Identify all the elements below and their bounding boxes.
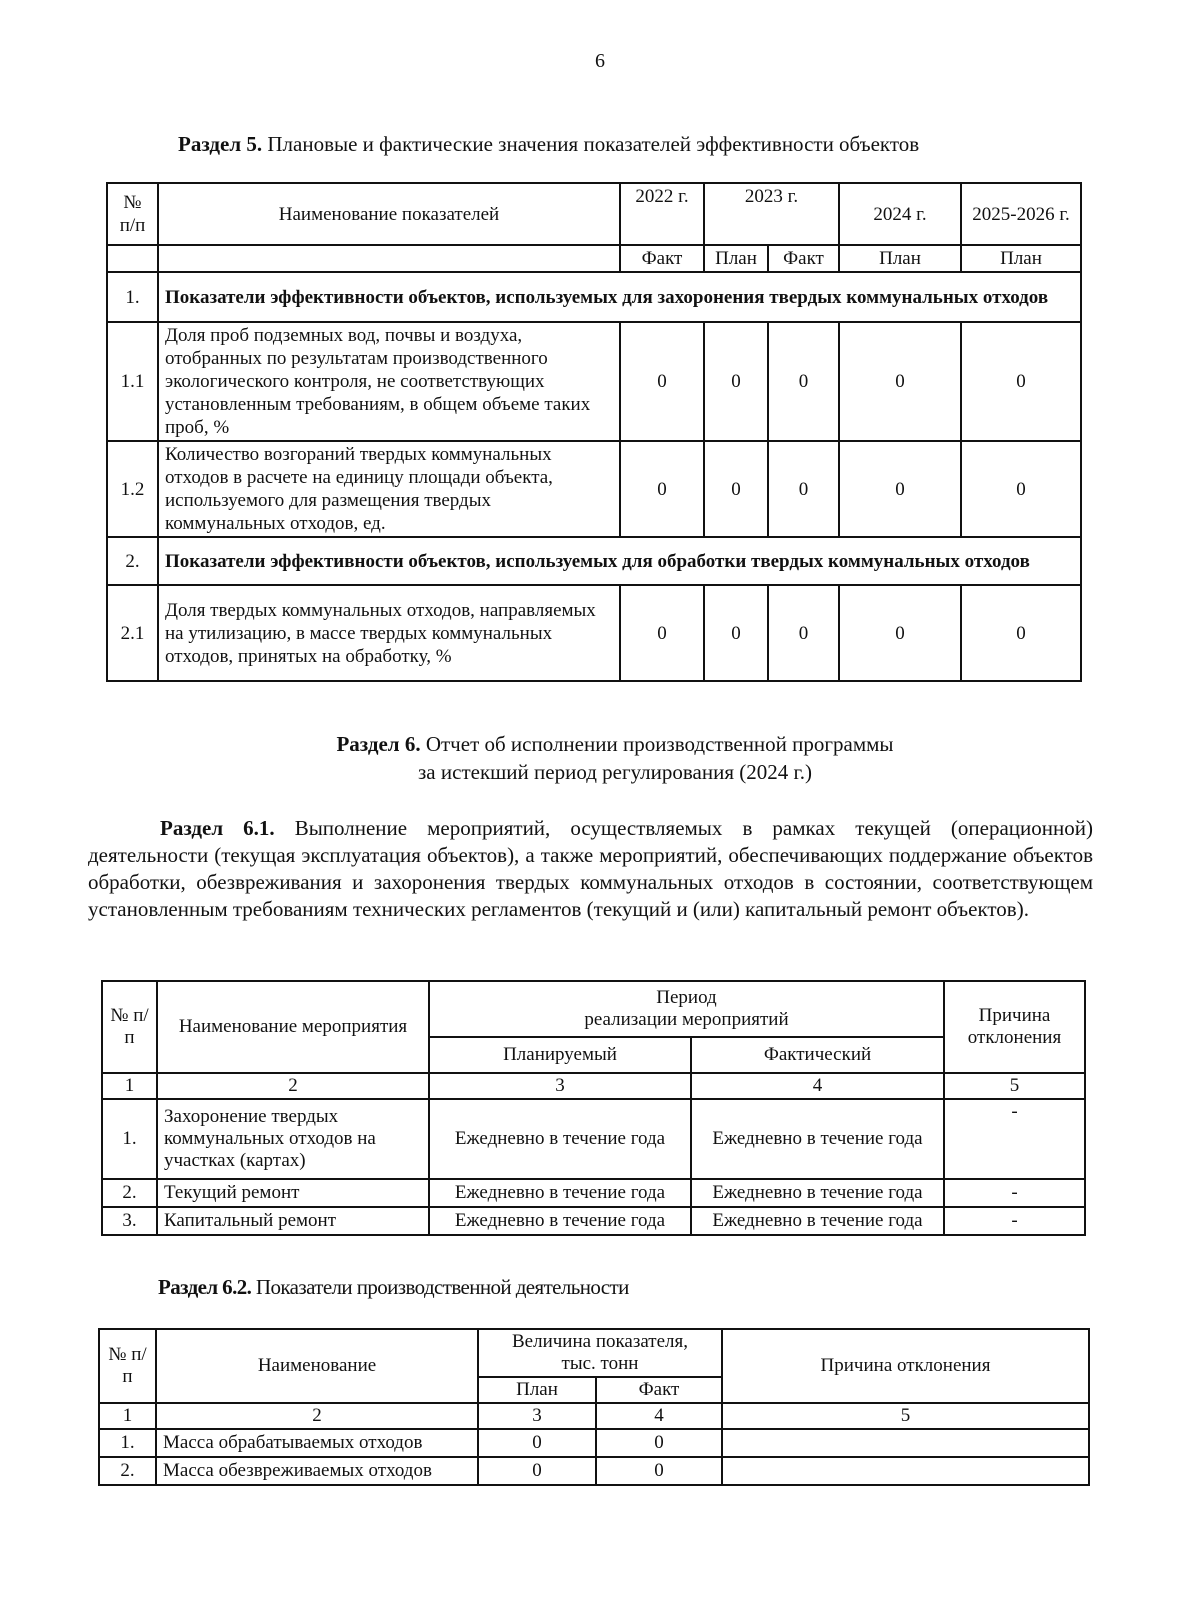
s62-header-value	[478, 1329, 722, 1377]
s5-header-2025: 2025-2026 г.	[961, 183, 1081, 245]
s5-group-num: 1.	[107, 272, 158, 322]
s61-row-reason: -	[944, 1179, 1085, 1207]
s62-row-plan: 0	[478, 1457, 596, 1485]
s62-col-number: 4	[596, 1403, 722, 1429]
section6-title-label: Раздел 6.	[336, 732, 421, 756]
s5-row-value: 0	[768, 322, 839, 441]
s62-col-number: 2	[156, 1403, 478, 1429]
s5-sub-plan-2023: План	[704, 245, 768, 272]
s61-row-planned: Ежедневно в течение года	[429, 1099, 691, 1179]
s61-row-actual: Ежедневно в течение года	[691, 1207, 944, 1235]
s61-col-number: 4	[691, 1073, 944, 1099]
s5-sub-plan-2024: План	[839, 245, 961, 272]
s62-header-reason: Причина отклонения	[722, 1329, 1089, 1403]
section62-label: Раздел 6.2.	[158, 1275, 252, 1299]
s62-header-value-line1: Величина показателя,	[511, 1331, 689, 1352]
section61-label: Раздел 6.1.	[160, 816, 275, 840]
s61-col-number: 5	[944, 1073, 1085, 1099]
s5-row-value: 0	[620, 322, 704, 441]
s62-col-number: 1	[99, 1403, 156, 1429]
s5-header-name: Наименование показателей	[158, 183, 620, 245]
section5-title-text: Плановые и фактические значения показателей эффективности объектов	[262, 132, 920, 156]
s5-group-num: 2.	[107, 537, 158, 585]
s5-row-value: 0	[768, 585, 839, 681]
section6-title-line1	[0, 730, 1200, 758]
s61-row-actual: Ежедневно в течение года	[691, 1179, 944, 1207]
s5-row-value: 0	[620, 585, 704, 681]
section6-title	[0, 730, 1200, 786]
s61-header-reason: Причина отклонения	[944, 981, 1085, 1073]
s5-group-title: Показатели эффективности объектов, используемых для захоронения твердых коммунальных отходов	[158, 272, 1081, 322]
s5-sub-fact-2022: Факт	[620, 245, 704, 272]
s5-sub-empty	[107, 245, 158, 272]
s5-header-2023: 2023 г.	[704, 183, 839, 245]
s62-header-fact: Факт	[596, 1377, 722, 1403]
section61-table	[101, 980, 1086, 1236]
s5-row-value: 0	[704, 322, 768, 441]
s5-row-num: 1.1	[107, 322, 158, 441]
s5-sub-plan-2025: План	[961, 245, 1081, 272]
section6-title-text: Отчет об исполнении производственной программы	[420, 732, 894, 756]
s62-header-plan: План	[478, 1377, 596, 1403]
s61-col-number: 1	[102, 1073, 157, 1099]
s5-header-2022: 2022 г.	[620, 183, 704, 245]
s5-sub-fact-2023: Факт	[768, 245, 839, 272]
s61-col-number: 3	[429, 1073, 691, 1099]
section61-text: Выполнение мероприятий, осуществляемых в рамках текущей (операционной) деятельности (текущая эксплуатация объектов), а также мероприятий, обеспечивающих поддержание объектов обработки, обезвреживания и захоронения твердых коммунальных отходов в состоянии, соответствующем установленным требованиям технических регламентов (текущий и (или) капитальный ремонт объектов).	[88, 816, 1093, 921]
s62-row-name: Масса обрабатываемых отходов	[156, 1429, 478, 1457]
s5-row-value: 0	[839, 441, 961, 537]
s61-row-planned: Ежедневно в течение года	[429, 1179, 691, 1207]
s61-row-name: Текущий ремонт	[157, 1179, 429, 1207]
s61-header-planned: Планируемый	[429, 1037, 691, 1073]
s62-header-num: № п/п	[99, 1329, 156, 1403]
section5-title	[178, 132, 1078, 157]
s61-row-num: 1.	[102, 1099, 157, 1179]
s5-row-value: 0	[620, 441, 704, 537]
s61-row-actual: Ежедневно в течение года	[691, 1099, 944, 1179]
s61-header-period-line1: Период	[656, 987, 717, 1008]
s61-header-period	[429, 981, 944, 1037]
s5-group-title: Показатели эффективности объектов, используемых для обработки твердых коммунальных отходов	[158, 537, 1081, 585]
s5-row-num: 2.1	[107, 585, 158, 681]
s62-header-name: Наименование	[156, 1329, 478, 1403]
s62-col-number: 3	[478, 1403, 596, 1429]
section61-paragraph	[88, 815, 1093, 923]
s61-row-num: 2.	[102, 1179, 157, 1207]
s61-row-name: Капитальный ремонт	[157, 1207, 429, 1235]
s5-row-value: 0	[768, 441, 839, 537]
s5-row-value: 0	[704, 585, 768, 681]
s5-sub-empty	[158, 245, 620, 272]
s62-row-reason	[722, 1457, 1089, 1485]
section6-title-line2: за истекший период регулирования (2024 г.)	[418, 760, 812, 784]
s62-row-num: 2.	[99, 1457, 156, 1485]
s5-row-num: 1.2	[107, 441, 158, 537]
s5-header-num: № п/п	[107, 183, 158, 245]
s62-row-reason	[722, 1429, 1089, 1457]
s62-row-name: Масса обезвреживаемых отходов	[156, 1457, 478, 1485]
s61-header-period-line2: реализации мероприятий	[584, 1009, 789, 1030]
s61-header-actual: Фактический	[691, 1037, 944, 1073]
s5-header-2024: 2024 г.	[839, 183, 961, 245]
s5-row-value: 0	[839, 322, 961, 441]
section5-title-label: Раздел 5.	[178, 132, 263, 156]
s61-col-number: 2	[157, 1073, 429, 1099]
s62-row-fact: 0	[596, 1457, 722, 1485]
s61-row-reason: -	[944, 1207, 1085, 1235]
s5-row-value: 0	[839, 585, 961, 681]
s61-header-num: № п/п	[102, 981, 157, 1073]
s5-row-value: 0	[961, 441, 1081, 537]
s5-row-name: Количество возгораний твердых коммунальных отходов в расчете на единицу площади объекта, используемого для размещения твердых коммунальных отходов, ед.	[158, 441, 620, 537]
s61-row-name: Захоронение твердых коммунальных отходов на участках (картах)	[157, 1099, 429, 1179]
s62-col-number: 5	[722, 1403, 1089, 1429]
s61-row-reason: -	[944, 1099, 1085, 1179]
s61-header-name: Наименование мероприятия	[157, 981, 429, 1073]
section62-text: Показатели производственной деятельности	[251, 1275, 629, 1299]
s62-row-num: 1.	[99, 1429, 156, 1457]
s5-row-value: 0	[961, 585, 1081, 681]
section62-table	[98, 1328, 1090, 1486]
section5-table	[106, 182, 1082, 682]
page-number: 6	[595, 50, 605, 72]
s5-row-name: Доля твердых коммунальных отходов, направляемых на утилизацию, в массе твердых коммунальных отходов, принятых на обработку, %	[158, 585, 620, 681]
s61-row-num: 3.	[102, 1207, 157, 1235]
s62-header-value-line2: тыс. тонн	[561, 1353, 639, 1374]
s5-row-value: 0	[961, 322, 1081, 441]
s5-row-value: 0	[704, 441, 768, 537]
s61-row-planned: Ежедневно в течение года	[429, 1207, 691, 1235]
s5-row-name: Доля проб подземных вод, почвы и воздуха, отобранных по результатам производственного экологического контроля, не соответствующих установленным требованиям, в общем объеме таких проб, %	[158, 322, 620, 441]
s62-row-fact: 0	[596, 1429, 722, 1457]
section62-title	[158, 1275, 958, 1300]
s62-row-plan: 0	[478, 1429, 596, 1457]
